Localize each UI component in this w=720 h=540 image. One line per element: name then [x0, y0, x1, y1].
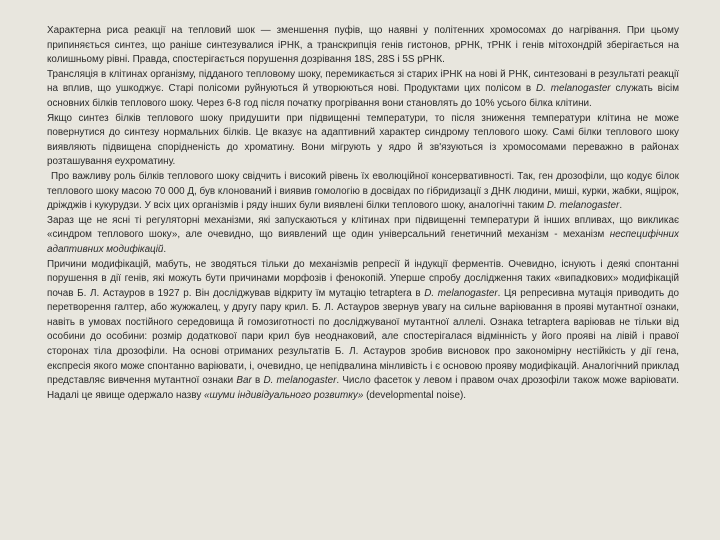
paragraph-text: . Число фасеток у левом і правом очах дрозофіли також може варіювати. Надалі це явище одержало назву — [47, 375, 679, 401]
species-name: D. melanogaster — [263, 375, 337, 387]
term-italic: «шуми індивідуального розвитку» — [204, 389, 364, 401]
paragraph-text: в — [251, 375, 264, 387]
paragraph-translation — [47, 68, 679, 112]
paragraph-text: . — [163, 243, 167, 255]
paragraph-text: Характерна риса реакції на тепловий шок — зменшення пуфів, що наявні у політенних хромосомах до нагрівання. При цьому припиняється синтез, що раніше синтезувалися іРНК, а транскрипція генів гистонов, рРНК, тРНК і генів мітохондрій зберігається на колишньому рівні. Правда, спостерігається порушення дозрівання 18S, 28S і 5S рРНК. — [47, 25, 679, 66]
paragraph-text: Трансляція в клітинах організму, підданого тепловому шоку, перемикається зі старих іРНК на нові й РНК, синтезовані в результаті реакції на вплив, що ушкоджує. Старі полісоми руйнуються й утворюються нові. Продуктами цих полісом в — [47, 68, 679, 95]
term-italic: неспецифічних адаптивних модифікацій — [47, 229, 679, 255]
paragraph-text: Причини модифікацій, мабуть, не зводяться тільки до механізмів репресії й індукції ферментів. Очевидно, існують і деякі спонтанні порушення в дії генів, які можуть бути причинами морфозів і фенокопій. Уперше спробу дослідження таких «випадкових» модифікацій почав Б. Л. Астауров в 1927 р. Він досліджував відкриту їм мутацію tetraptera в — [47, 258, 679, 299]
paragraph-text: (developmental noise). — [363, 389, 467, 401]
paragraph-conservation — [47, 170, 679, 214]
paragraph-protein-synthesis — [47, 112, 679, 170]
paragraph-text: Якщо синтез білків теплового шоку придушити при підвищенні температури, то після зниження температури клітина не може повернутися до синтезу нормальних білків. Це вказує на адаптивний характер синдрому теплового шоку. Самі білки теплового шоку виявляють підвищена спорідненість до хроматину. Вони мігрують у ядро й зв'язуються із хромосомами переважно в районах розташування еухроматину. — [47, 112, 679, 168]
paragraph-text: . — [619, 200, 623, 212]
gene-name: Bar — [236, 375, 252, 387]
paragraph-heat-shock-puffs — [47, 24, 679, 68]
paragraph-text: . Ця репресивна мутація приводить до перетворення галтер, або жужжалец, у другу пару крил. Б. Л. Астауров звернув увагу на сильне варіювання в прояві мутантної ознаки, навіть в умовах постійного середовища й гомозиготності по досліджуваної мутантної аллелі. Ознака tetraptera варіював не тільки від особини до особини: розмір додаткової пари крил був неоднаковий, але спостерігалася відмінність у його прояві на лівій і правої сторонах тіла дрозофіли. На основі отриманих результатів Б. Л. Астауров зробив висновок про закономірну нестійкість у дії гена, експресія якого може спонтанно варіювати, і, очевидно, це непідвалина мінливість і є основою прояву модифікацій. Аналогічний приклад представляє вивчення мутантної ознаки — [47, 287, 680, 387]
paragraph-text: Зараз ще не ясні ті регуляторні механізми, які запускаються у клітинах при підвищенні температури й інших впливах, що викликає «синдром теплового шоку», але очевидно, що виявлений ще один універсальний генетичний механізм - механізм — [47, 214, 679, 241]
paragraph-regulatory-mechanisms — [47, 214, 679, 258]
paragraph-text: Про важливу роль білків теплового шоку свідчить і високий рівень їх еволюційної консервативності. Так, ген дрозофіли, що кодує білок теплового шоку масою 70 000 Д, був клонований і виявив гомологію в досвідах по гібридизації з ДНК людини, миші, курки, жабки, ящірок, дріжджів і кукурудзи. У всіх цих організмів і ряду інших були виявлені білки теплового шоку, аналогічні таким — [47, 170, 679, 212]
paragraph-modification-causes — [47, 258, 679, 404]
paragraph-text: служать вісім основних білків теплового шоку. Через 6-8 год після початку прогрівання вони становлять до 10% усього білка клітини. — [47, 83, 679, 109]
species-name: D. melanogaster — [546, 200, 620, 212]
document-body — [47, 24, 679, 403]
species-name: D. melanogaster — [424, 287, 498, 299]
species-name: D. melanogaster — [536, 83, 611, 95]
